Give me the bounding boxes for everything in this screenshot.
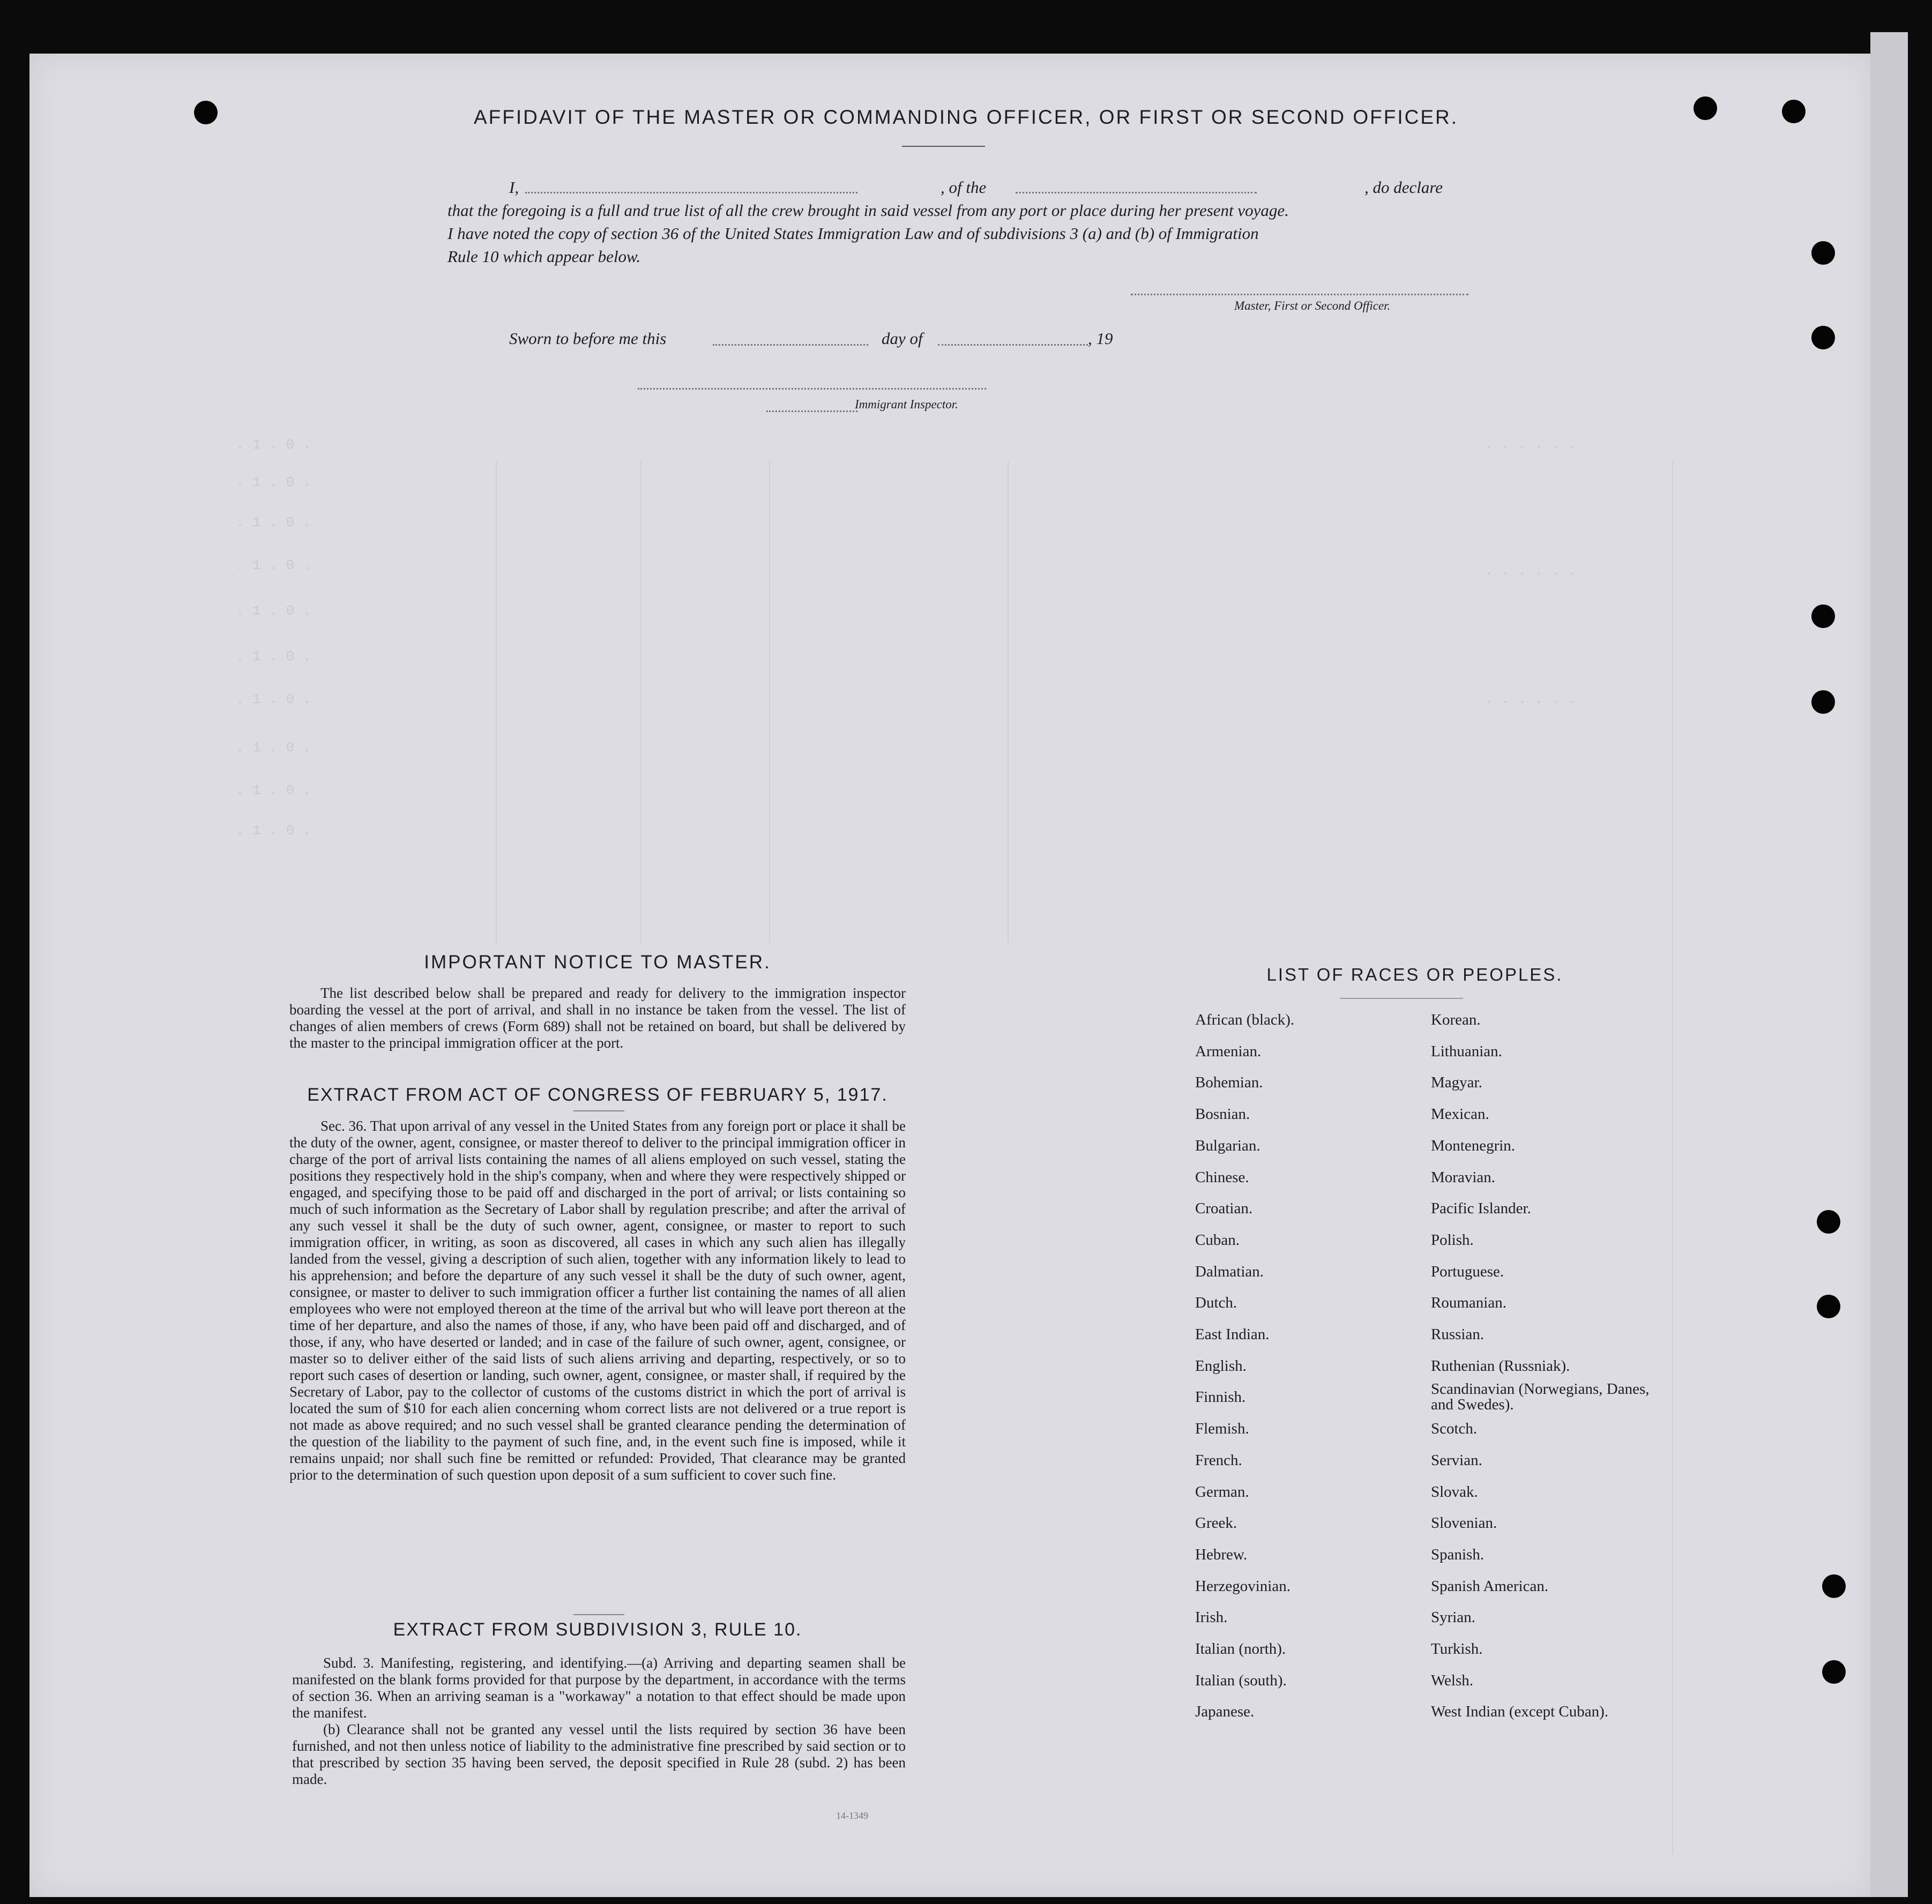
race-item: Montenegrin. — [1431, 1137, 1516, 1154]
race-item: Finnish. — [1195, 1388, 1246, 1406]
declaration-line-2: that the foregoing is a full and true list of all the crew brought in said vessel from any port or place during her present voyage. — [447, 201, 1289, 220]
race-item: Servian. — [1431, 1451, 1482, 1469]
race-item: Welsh. — [1431, 1671, 1474, 1689]
rule-extract-title: EXTRACT FROM SUBDIVISION 3, RULE 10. — [393, 1619, 802, 1640]
punch-hole — [1811, 604, 1835, 628]
race-item: Chinese. — [1195, 1168, 1249, 1186]
punch-hole — [1817, 1210, 1840, 1234]
race-item: Dalmatian. — [1195, 1263, 1264, 1280]
punch-hole — [1822, 1660, 1846, 1684]
race-item: Flemish. — [1195, 1420, 1249, 1438]
race-item: Cuban. — [1195, 1231, 1240, 1249]
race-item: East Indian. — [1195, 1326, 1270, 1343]
race-item: Russian. — [1431, 1326, 1485, 1343]
race-item: Lithuanian. — [1431, 1042, 1502, 1060]
race-item: Spanish. — [1431, 1545, 1485, 1563]
rule-extract-body — [292, 1655, 906, 1788]
affidavit-title: AFFIDAVIT OF THE MASTER OR COMMANDING OFFICER, OR FIRST OR SECOND OFFICER. — [473, 106, 1459, 128]
race-item: Roumanian. — [1431, 1294, 1506, 1312]
declaration-i: I, — [509, 178, 519, 197]
race-item: Pacific Islander. — [1431, 1200, 1531, 1218]
master-signature-line — [1131, 294, 1468, 295]
race-item: Irish. — [1195, 1609, 1228, 1626]
punch-hole — [1822, 1574, 1846, 1598]
races-title: LIST OF RACES OR PEOPLES. — [1266, 965, 1563, 984]
race-item: Herzegovinian. — [1195, 1577, 1291, 1595]
sworn-day-blank — [713, 344, 868, 346]
race-item: Slovak. — [1431, 1483, 1478, 1500]
race-item: Polish. — [1431, 1231, 1474, 1249]
race-item: Dutch. — [1195, 1294, 1237, 1312]
race-item: Mexican. — [1431, 1106, 1489, 1123]
notice-body — [289, 985, 906, 1051]
sworn-text: Sworn to before me this — [509, 329, 667, 348]
race-item: Portuguese. — [1431, 1263, 1504, 1280]
punch-hole — [1811, 690, 1835, 714]
race-item: Scotch. — [1431, 1420, 1478, 1438]
rule-extract-subd-b: (b) Clearance shall not be granted any vessel until the lists required by section 36 have been furnished, and not then unless notice of liability to the administrative fine prescribed by said section or to that prescribed by section 35 having been served, the deposit specified in Rule 28 (subd. 2) has been made. — [292, 1721, 906, 1787]
declaration-text — [447, 176, 1471, 268]
race-item: Moravian. — [1431, 1168, 1495, 1186]
act-divider — [573, 1110, 624, 1111]
sworn-year: , 19 — [1088, 329, 1113, 348]
rule-extract-subd-a: Subd. 3. Manifesting, registering, and identifying.—(a) Arriving and departing seamen shall be manifested on the blank forms provided for that purpose by the department, in accordance with the terms of section 36. When an arriving seaman is a "workaway" a notation to that effect should be made upon the manifest. — [292, 1655, 906, 1721]
race-item: Bohemian. — [1195, 1074, 1263, 1092]
race-item: Hebrew. — [1195, 1545, 1248, 1563]
master-signature-label: Master, First or Second Officer. — [1234, 299, 1391, 312]
punch-hole — [1817, 1295, 1840, 1318]
race-item: Syrian. — [1431, 1609, 1475, 1626]
races-divider — [1340, 998, 1463, 999]
race-item: Spanish American. — [1431, 1577, 1549, 1595]
punch-hole — [1811, 326, 1835, 349]
race-item: Turkish. — [1431, 1640, 1483, 1657]
race-item: Bosnian. — [1195, 1106, 1250, 1123]
notice-text: The list described below shall be prepared and ready for delivery to the immigration inspector boarding the vessel at the port of arrival, and shall in no instance be taken from the vessel. The list of changes of alien members of crews (Form 689) shall not be retained on board, but shall be delivered by the master to the principal immigration officer at the port. — [289, 985, 906, 1051]
declaration-line-3: I have noted the copy of section 36 of the United States Immigration Law and of subdivisions 3 (a) and (b) of Immigration — [447, 224, 1259, 243]
race-item: French. — [1195, 1451, 1242, 1469]
inspector-signature-line-2 — [766, 410, 857, 412]
race-item: Croatian. — [1195, 1200, 1253, 1218]
declaration-do-declare: , do declare — [1364, 178, 1443, 197]
race-item: Italian (north). — [1195, 1640, 1286, 1657]
race-item: Slovenian. — [1431, 1514, 1497, 1532]
sworn-day-of: day of — [882, 329, 923, 348]
vessel-blank — [1016, 192, 1257, 193]
inspector-label: Immigrant Inspector. — [855, 398, 958, 411]
race-item: Japanese. — [1195, 1703, 1255, 1721]
race-item: Scandinavian (Norwegians, Danes, and Swedes). — [1431, 1380, 1650, 1414]
race-item: African (black). — [1195, 1011, 1295, 1028]
race-item: German. — [1195, 1483, 1249, 1500]
race-item: English. — [1195, 1357, 1247, 1375]
race-item: West Indian (except Cuban). — [1431, 1703, 1609, 1721]
inspector-signature-line — [638, 388, 986, 390]
declaration-line-4: Rule 10 which appear below. — [447, 247, 641, 266]
act-extract-title: EXTRACT FROM ACT OF CONGRESS OF FEBRUARY 5, 1917. — [307, 1085, 888, 1105]
punch-hole — [1811, 241, 1835, 265]
race-item: Italian (south). — [1195, 1671, 1287, 1689]
act-extract-body — [289, 1118, 906, 1483]
race-item: Magyar. — [1431, 1074, 1482, 1092]
declaration-of-the: , of the — [941, 178, 987, 197]
form-code: 14-1349 — [836, 1810, 868, 1821]
race-item: Bulgarian. — [1195, 1137, 1260, 1154]
notice-title: IMPORTANT NOTICE TO MASTER. — [424, 952, 771, 973]
race-item: Armenian. — [1195, 1042, 1262, 1060]
act-extract-text: Sec. 36. That upon arrival of any vessel in the United States from any foreign port or place it shall be the duty of the owner, agent, consignee, or master thereof to deliver to the principal immigration officer in charge of the port of arrival lists containing the names of all aliens employed on such vessel, stating the positions they respectively hold in the ship's company, when and where they were respectively shipped or engaged, and specifying those to be paid off and discharged in the port of arrival; or lists containing so much of such information as the Secretary of Labor shall by regulation prescribe; and after the arrival of any such vessel it shall be the duty of such owner, agent, consignee, or master to report to such immigration officer, in writing, as soon as discovered, all cases in which any such alien has illegally landed from the vessel, giving a description of such alien, together with any information likely to lead to his apprehension; and before the departure of any such vessel it shall be the duty of such owner, agent, consignee, or master to deliver to such immigration officer a further list containing the names of all alien employees who were not employed thereon at the time of the arrival but who will leave port thereon at the time of her departure, and also the names of those, if any, who have been paid off and discharged, and of those, if any, who have deserted or landed; and in case of the failure of such owner, agent, consignee, or master so to deliver either of the said lists of such aliens arriving and departing, respectively, or so to report such cases of desertion or landing, such owner, agent, consignee, or master shall, if required by the Secretary of Labor, pay to the collector of customs of the customs district in which the port of arrival is located the sum of $10 for each alien concerning whom correct lists are not delivered or a true report is not made as above required; and no such vessel shall be granted clearance pending the determination of the question of the liability to the payment of such fine, and, in the event such fine is imposed, while it remains unpaid; nor shall such fine be remitted or refunded: Provided, That clearance may be granted prior to the determination of such question upon deposit of a sum sufficient to cover such fine. — [289, 1118, 906, 1483]
sworn-month-blank — [938, 344, 1088, 346]
race-item: Ruthenian (Russniak). — [1431, 1357, 1570, 1375]
page-edge — [1870, 32, 1908, 1897]
race-item: Greek. — [1195, 1514, 1237, 1532]
name-blank — [525, 192, 857, 193]
title-divider — [902, 146, 985, 147]
race-item: Korean. — [1431, 1011, 1481, 1028]
rule-divider — [573, 1614, 624, 1615]
